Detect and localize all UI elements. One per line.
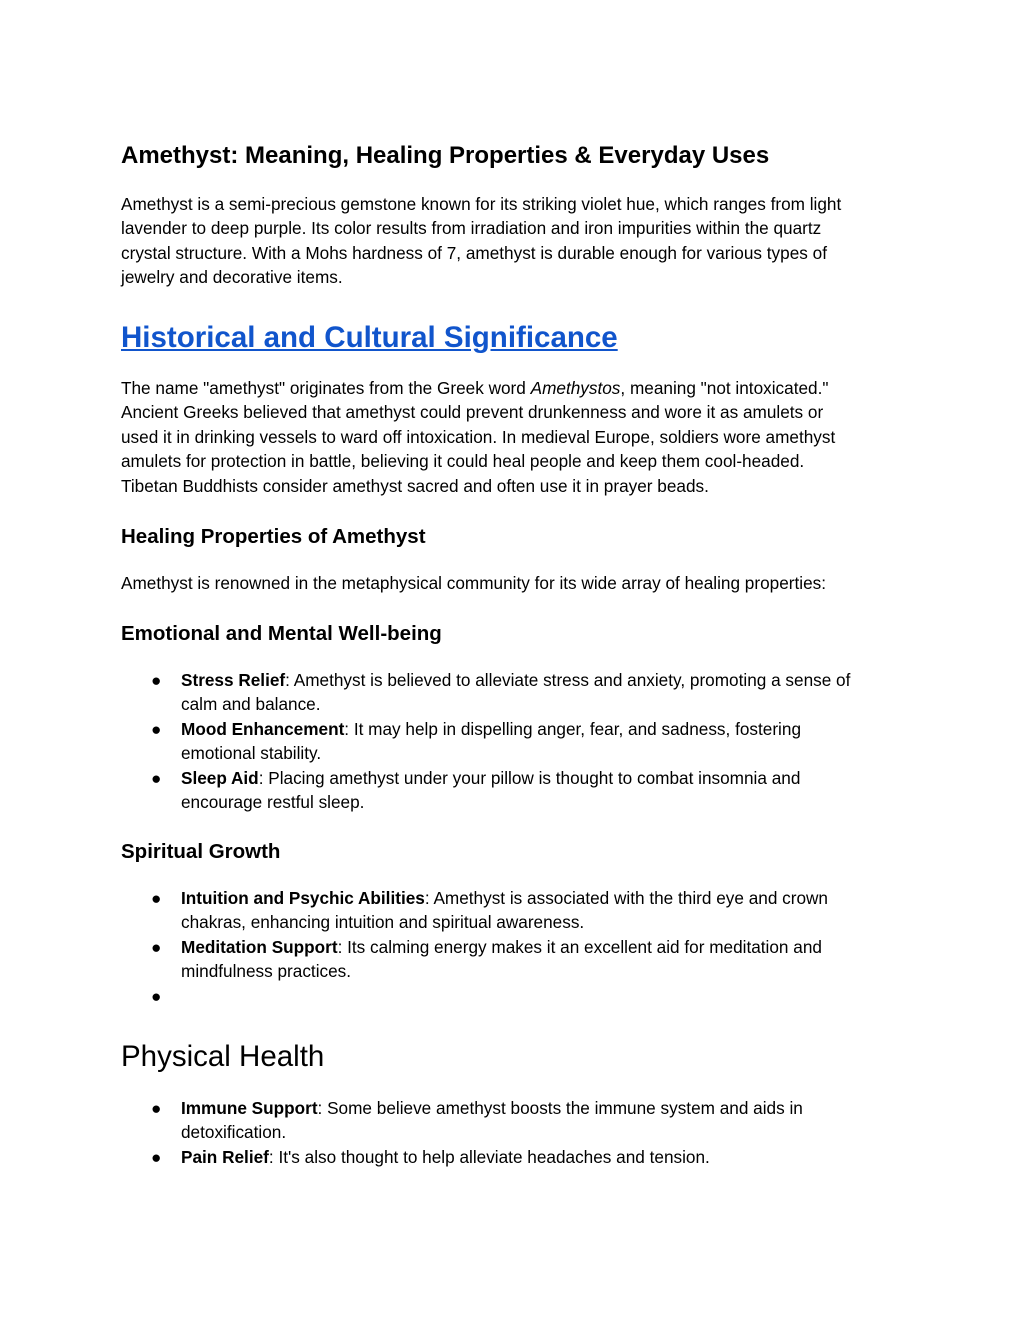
healing-line: Amethyst is renowned in the metaphysical community for its wide array of healing properties: — [121, 573, 827, 593]
emotional-heading: Emotional and Mental Well-being — [121, 622, 442, 645]
list-item-term: Intuition and Psychic Abilities — [181, 888, 425, 908]
history-heading-link[interactable]: Historical and Cultural Significance — [121, 321, 618, 354]
bullet-icon: ● — [151, 767, 162, 788]
history-line: used it in drinking vessels to ward off intoxication. In medieval Europe, soldiers wore amethyst — [121, 426, 836, 447]
history-line: Tibetan Buddhists consider amethyst sacred and often use it in prayer beads. — [121, 475, 709, 496]
history-line: Ancient Greeks believed that amethyst could prevent drunkenness and wore it as amulets or — [121, 402, 824, 423]
list-item-desc: : Amethyst is believed to alleviate stress and anxiety, promoting a sense of — [285, 670, 851, 690]
intro-line: Amethyst is a semi-precious gemstone known for its striking violet hue, which ranges from light — [121, 194, 842, 214]
list-item-term: Immune Support — [181, 1098, 318, 1118]
bullet-icon: ● — [151, 936, 162, 957]
history-line — [121, 376, 911, 400]
history-line: amulets for protection in battle, believing it could heal people and keep them cool-headed. — [121, 451, 805, 472]
list-item-desc: : Placing amethyst under your pillow is thought to combat insomnia and — [258, 767, 801, 788]
bullet-icon: ● — [151, 1098, 162, 1118]
list-item-desc: mindfulness practices. — [181, 961, 352, 982]
bullet-icon: ● — [151, 888, 162, 908]
list-item — [0, 766, 1024, 815]
list-item — [0, 1145, 1024, 1169]
list-item-desc: emotional stability. — [181, 743, 322, 764]
physical-heading: Physical Health — [121, 1040, 325, 1073]
list-item-text — [181, 668, 850, 717]
list-item-desc: : Some believe amethyst boosts the immune system and aids in — [317, 1098, 803, 1118]
list-item-term: Stress Relief — [181, 670, 286, 690]
list-item-desc: : Amethyst is associated with the third eye and crown — [424, 888, 828, 908]
bullet-icon: ● — [151, 985, 162, 1006]
list-item-text — [181, 1145, 710, 1169]
emotional-list — [0, 668, 1024, 814]
history-text: , meaning "not intoxicated." — [620, 378, 829, 398]
bullet-icon: ● — [151, 670, 162, 690]
intro-line: crystal structure. With a Mohs hardness of 7, amethyst is durable enough for various types of — [121, 242, 827, 263]
spiritual-heading: Spiritual Growth — [121, 840, 281, 863]
bullet-icon: ● — [151, 718, 162, 739]
list-item-desc: : It may help in dispelling anger, fear, and sadness, fostering — [344, 718, 801, 739]
list-item-desc: chakras, enhancing intuition and spiritual awareness. — [181, 912, 585, 933]
list-item-text — [181, 766, 800, 815]
list-item — [0, 1096, 1024, 1145]
history-paragraph — [121, 376, 911, 498]
list-item-desc: encourage restful sleep. — [181, 791, 365, 812]
list-item-term: Meditation Support — [181, 936, 338, 957]
list-item — [0, 935, 1024, 984]
list-item-desc: : Its calming energy makes it an excellent aid for meditation and — [337, 936, 822, 957]
list-item — [0, 886, 1024, 935]
list-item-text — [181, 886, 828, 935]
list-item-term: Sleep Aid — [181, 767, 259, 788]
intro-line: lavender to deep purple. Its color results from irradiation and iron impurities within the quartz — [121, 218, 822, 239]
spiritual-list — [0, 886, 1024, 1008]
list-item-desc: calm and balance. — [181, 694, 321, 715]
intro-line: jewelry and decorative items. — [121, 267, 343, 288]
list-item-empty — [0, 984, 1024, 1008]
list-item-term: Pain Relief — [181, 1146, 269, 1167]
document-title: Amethyst: Meaning, Healing Properties & Everyday Uses — [121, 142, 770, 169]
list-item-text — [181, 1096, 803, 1145]
healing-heading: Healing Properties of Amethyst — [121, 525, 426, 548]
list-item-desc: : It's also thought to help alleviate headaches and tension. — [268, 1146, 710, 1167]
history-text: The name "amethyst" originates from the Greek word — [121, 378, 531, 398]
list-item-term: Mood Enhancement — [181, 718, 345, 739]
list-item-text — [181, 935, 822, 984]
physical-list — [0, 1096, 1024, 1169]
list-item-text — [181, 717, 801, 766]
intro-paragraph — [121, 192, 911, 290]
healing-paragraph — [121, 571, 911, 595]
bullet-icon: ● — [151, 1146, 162, 1167]
list-item — [0, 668, 1024, 717]
greek-word: Amethystos — [530, 378, 621, 398]
list-item — [0, 717, 1024, 766]
list-item-desc: detoxification. — [181, 1122, 287, 1143]
